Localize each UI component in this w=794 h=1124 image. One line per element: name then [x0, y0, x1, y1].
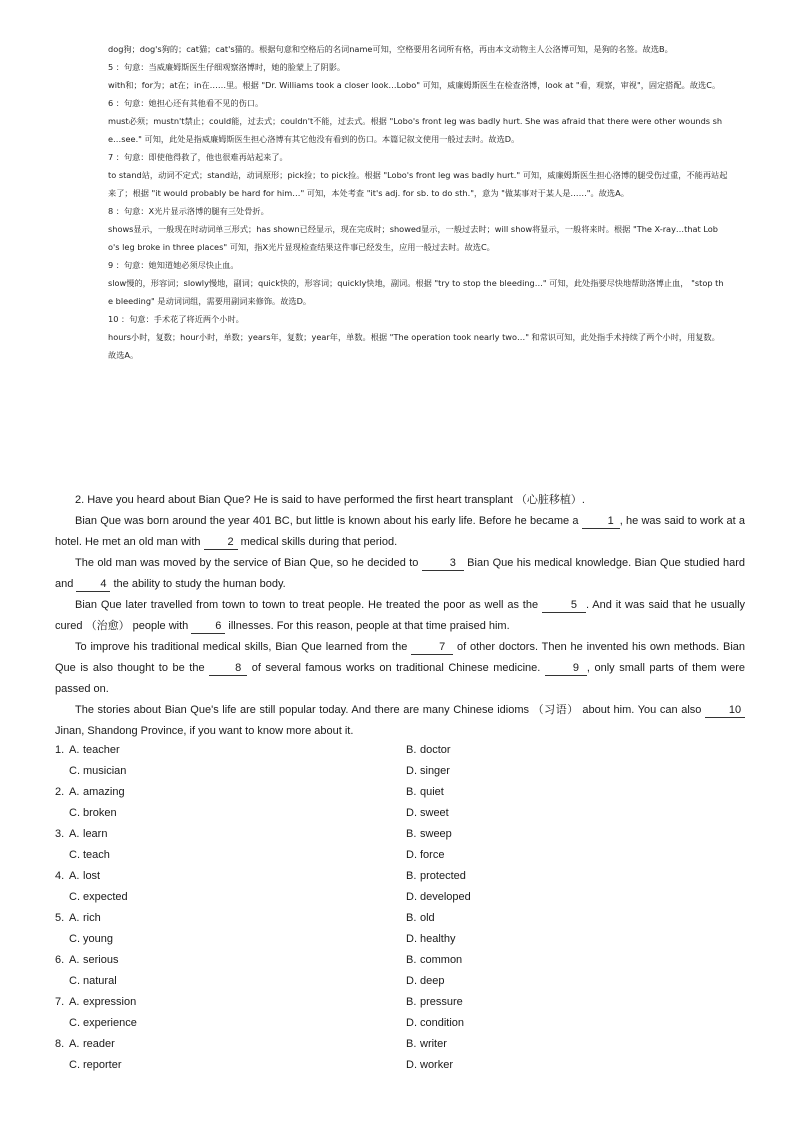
blank-6: 6	[191, 619, 225, 634]
note-line: 6 ：句意：她担心还有其他看不见的伤口。	[108, 98, 264, 108]
option-row	[55, 950, 745, 971]
blank-2: 2	[204, 535, 238, 550]
note-line: shows显示，一般现在时动词单三形式；has shown已经显示，现在完成时；showed显示，一般过去时；will show将显示，一般将来时。根据 "The X-ray…that Lobo's leg broke in three places" 可知，指X光片显现检查结果这件事已经发生，应用一般过去时。故选C。	[108, 224, 718, 252]
option-letter: A.	[69, 828, 80, 840]
passage-text: illnesses. For this reason, people at that time praised him.	[225, 620, 510, 632]
question-number: 3.	[55, 828, 65, 840]
passage-paragraph	[55, 595, 745, 637]
option-letter: B.	[406, 954, 417, 966]
passage-text: , he was said to work at a hotel. He met an old man with	[55, 515, 745, 548]
passage-text: The stories about Bian Que's life are still popular today. And there are many Chinese idioms （习语） about him. You can also	[75, 704, 705, 716]
option-letter: B.	[406, 912, 417, 924]
option-letter: C.	[69, 975, 80, 987]
note-line: must必须；mustn't禁止；could能，过去式；couldn't不能，过去式。根据 "Lobo's front leg was badly hurt. She was afraid that there were other wounds she…see." 可知，此处是指威廉姆斯医生担心洛博有其它他没有看到的伤口。本篇记叙文使用一般过去时。故选D。	[108, 116, 723, 144]
option-row	[55, 1013, 745, 1034]
option-text: teacher	[83, 744, 120, 756]
option-a[interactable]	[55, 992, 136, 1013]
option-text: broken	[83, 807, 117, 819]
option-row	[55, 740, 745, 761]
answer-explanations	[108, 40, 728, 364]
option-a[interactable]	[55, 866, 100, 887]
passage-paragraph	[55, 700, 745, 742]
note-line: 9 ：句意：她知道她必须尽快止血。	[108, 260, 239, 270]
note-line: dog狗；dog's狗的；cat猫；cat's猫的。根据句意和空格后的名词name可知，空格要用名词所有格，再由本文动物主人公洛博可知，是狗的名签。故选B。	[108, 44, 673, 54]
option-text: rich	[83, 912, 101, 924]
option-row	[55, 824, 745, 845]
option-d[interactable]	[406, 929, 455, 950]
option-row	[55, 845, 745, 866]
option-b[interactable]	[406, 740, 451, 761]
option-letter: A.	[69, 744, 80, 756]
passage-text: , only small parts of them were passed on.	[55, 662, 746, 695]
option-text: worker	[420, 1059, 454, 1071]
option-row	[55, 782, 745, 803]
option-c[interactable]	[55, 761, 126, 782]
option-letter: C.	[69, 933, 80, 945]
option-row	[55, 908, 745, 929]
option-row	[55, 887, 745, 908]
passage-text: of several famous works on traditional Chinese medicine.	[247, 662, 545, 674]
question-number: 4.	[55, 870, 65, 882]
passage-text: 2. Have you heard about Bian Que? He is said to have performed the first heart transplant （心脏移植）.	[75, 494, 585, 506]
option-letter: B.	[406, 786, 417, 798]
cloze-passage	[55, 490, 745, 742]
option-text: teach	[83, 849, 110, 861]
option-c[interactable]	[55, 887, 128, 908]
passage-text: The old man was moved by the service of Bian Que, so he decided to	[75, 557, 422, 569]
option-c[interactable]	[55, 845, 110, 866]
option-text: condition	[420, 1017, 465, 1029]
option-letter: A.	[69, 954, 80, 966]
option-d[interactable]	[406, 887, 471, 908]
option-text: singer	[420, 765, 450, 777]
option-text: force	[420, 849, 445, 861]
option-text: sweet	[420, 807, 449, 819]
blank-10: 10	[705, 703, 745, 718]
blank-3: 3	[422, 556, 464, 571]
note-line: slow慢的，形容词；slowly慢地，副词；quick快的，形容词；quickly快地，副词。根据 "try to stop the bleeding…" 可知，此处指要尽快地帮助洛博止血， "stop the bleeding" 是动词词组，需要用副词来修饰。故选D。	[108, 278, 724, 306]
option-text: reader	[83, 1038, 115, 1050]
passage-text: of other doctors. Then he invented his own methods. Bian Que is also thought to be the	[55, 641, 746, 674]
option-letter: C.	[69, 1059, 80, 1071]
blank-4: 4	[76, 577, 110, 592]
question-number: 7.	[55, 996, 65, 1008]
option-text: sweep	[420, 828, 452, 840]
option-text: musician	[83, 765, 127, 777]
option-letter: D.	[406, 807, 417, 819]
passage-paragraph	[55, 511, 745, 553]
passage-paragraph	[55, 553, 745, 595]
option-c[interactable]	[55, 1055, 122, 1076]
option-a[interactable]	[55, 824, 107, 845]
option-text: natural	[83, 975, 117, 987]
blank-7: 7	[411, 640, 453, 655]
option-letter: C.	[69, 891, 80, 903]
option-a[interactable]	[55, 950, 118, 971]
option-b[interactable]	[406, 992, 463, 1013]
passage-text: the ability to study the human body.	[110, 578, 286, 590]
option-b[interactable]	[406, 866, 466, 887]
option-letter: D.	[406, 933, 417, 945]
blank-5: 5	[542, 598, 586, 613]
note-line: with和；for为；at在；in在……里。根据 "Dr. Williams took a closer look…Lobo" 可知，威廉姆斯医生在检查洛博，look at "看，观察，审视"，固定搭配。故选C。	[108, 80, 721, 90]
option-text: writer	[420, 1038, 447, 1050]
option-letter: D.	[406, 1017, 417, 1029]
option-row	[55, 761, 745, 782]
option-letter: C.	[69, 765, 80, 777]
option-row	[55, 929, 745, 950]
passage-text: Jinan, Shandong Province, if you want to know more about it.	[55, 725, 354, 737]
answer-options	[55, 740, 745, 1076]
question-number: 2.	[55, 786, 65, 798]
blank-8: 8	[209, 661, 247, 676]
option-c[interactable]	[55, 803, 117, 824]
option-a[interactable]	[55, 740, 120, 761]
question-number: 6.	[55, 954, 65, 966]
option-letter: B.	[406, 828, 417, 840]
note-line: 7 ：句意：即使他得救了，他也很难再站起来了。	[108, 152, 288, 162]
question-number: 5.	[55, 912, 65, 924]
option-text: protected	[420, 870, 466, 882]
option-text: experience	[83, 1017, 137, 1029]
option-text: deep	[420, 975, 445, 987]
passage-text: Bian Que his medical knowledge. Bian Que studied hard and	[55, 557, 745, 590]
note-line: 5 ：句意：当威廉姆斯医生仔细观察洛博时，她的脸蒙上了阴影。	[108, 62, 346, 72]
option-text: lost	[83, 870, 101, 882]
option-a[interactable]	[55, 1034, 115, 1055]
option-letter: D.	[406, 1059, 417, 1071]
option-text: amazing	[83, 786, 125, 798]
option-b[interactable]	[406, 908, 435, 929]
blank-1: 1	[582, 514, 620, 529]
option-letter: D.	[406, 765, 417, 777]
passage-text: Bian Que later travelled from town to town to treat people. He treated the poor as well as the	[75, 599, 542, 611]
blank-9: 9	[545, 661, 587, 676]
option-letter: D.	[406, 975, 417, 987]
option-letter: B.	[406, 996, 417, 1008]
option-row	[55, 1055, 745, 1076]
option-row	[55, 992, 745, 1013]
option-text: learn	[83, 828, 108, 840]
option-letter: B.	[406, 870, 417, 882]
option-letter: C.	[69, 807, 80, 819]
option-text: common	[420, 954, 463, 966]
option-d[interactable]	[406, 803, 449, 824]
option-c[interactable]	[55, 971, 117, 992]
note-line: 10 ：句意：手术花了将近两个小时。	[108, 314, 244, 324]
note-line: hours小时，复数；hour小时，单数；years年，复数；year年，单数。根据 "The operation took nearly two…" 和常识可知，此处指手术持续了两个小时，用复数。故选A。	[108, 332, 720, 360]
option-text: serious	[83, 954, 119, 966]
option-letter: A.	[69, 912, 80, 924]
question-number: 1.	[55, 744, 65, 756]
option-row	[55, 866, 745, 887]
option-letter: B.	[406, 1038, 417, 1050]
passage-text: medical skills during that period.	[237, 536, 398, 548]
option-letter: B.	[406, 744, 417, 756]
option-b[interactable]	[406, 824, 452, 845]
option-row	[55, 1034, 745, 1055]
option-letter: D.	[406, 891, 417, 903]
option-text: developed	[420, 891, 471, 903]
option-d[interactable]	[406, 1013, 464, 1034]
option-d[interactable]	[406, 845, 444, 866]
passage-text: . And it was said that he usually cured （治愈） people with	[55, 599, 746, 632]
option-d[interactable]	[406, 971, 444, 992]
option-letter: A.	[69, 786, 80, 798]
option-text: old	[420, 912, 435, 924]
option-b[interactable]	[406, 782, 444, 803]
option-c[interactable]	[55, 929, 113, 950]
option-c[interactable]	[55, 1013, 137, 1034]
option-text: quiet	[420, 786, 444, 798]
option-letter: A.	[69, 870, 80, 882]
option-letter: C.	[69, 849, 80, 861]
note-line: to stand站，动词不定式；stand站，动词原形；pick捡；to pick捡。根据 "Lobo's front leg was badly hurt." 可知，威廉姆斯医生担心洛博的腿受伤过重，不能再站起来了；根据 "it would probably be hard for him…" 可知，本处考查 "it's adj. for sb. to do sth."，意为 "做某事对于某人是……"。故选A。	[108, 170, 728, 198]
option-a[interactable]	[55, 782, 125, 803]
passage-intro	[55, 490, 745, 511]
option-text: reporter	[83, 1059, 122, 1071]
option-d[interactable]	[406, 1055, 453, 1076]
question-number: 8.	[55, 1038, 65, 1050]
option-text: doctor	[420, 744, 451, 756]
passage-text: To improve his traditional medical skills, Bian Que learned from the	[75, 641, 412, 653]
passage-paragraph	[55, 637, 745, 700]
option-letter: C.	[69, 1017, 80, 1029]
option-text: expected	[83, 891, 128, 903]
option-row	[55, 971, 745, 992]
option-d[interactable]	[406, 761, 450, 782]
option-b[interactable]	[406, 950, 462, 971]
option-a[interactable]	[55, 908, 101, 929]
option-text: expression	[83, 996, 137, 1008]
option-text: healthy	[420, 933, 456, 945]
option-letter: D.	[406, 849, 417, 861]
option-text: pressure	[420, 996, 463, 1008]
option-b[interactable]	[406, 1034, 447, 1055]
passage-text: Bian Que was born around the year 401 BC, but little is known about his early life. Before he became a	[75, 515, 582, 527]
option-text: young	[83, 933, 113, 945]
option-letter: A.	[69, 1038, 80, 1050]
note-line: 8 ：句意：X光片显示洛博的腿有三处骨折。	[108, 206, 269, 216]
option-row	[55, 803, 745, 824]
option-letter: A.	[69, 996, 80, 1008]
